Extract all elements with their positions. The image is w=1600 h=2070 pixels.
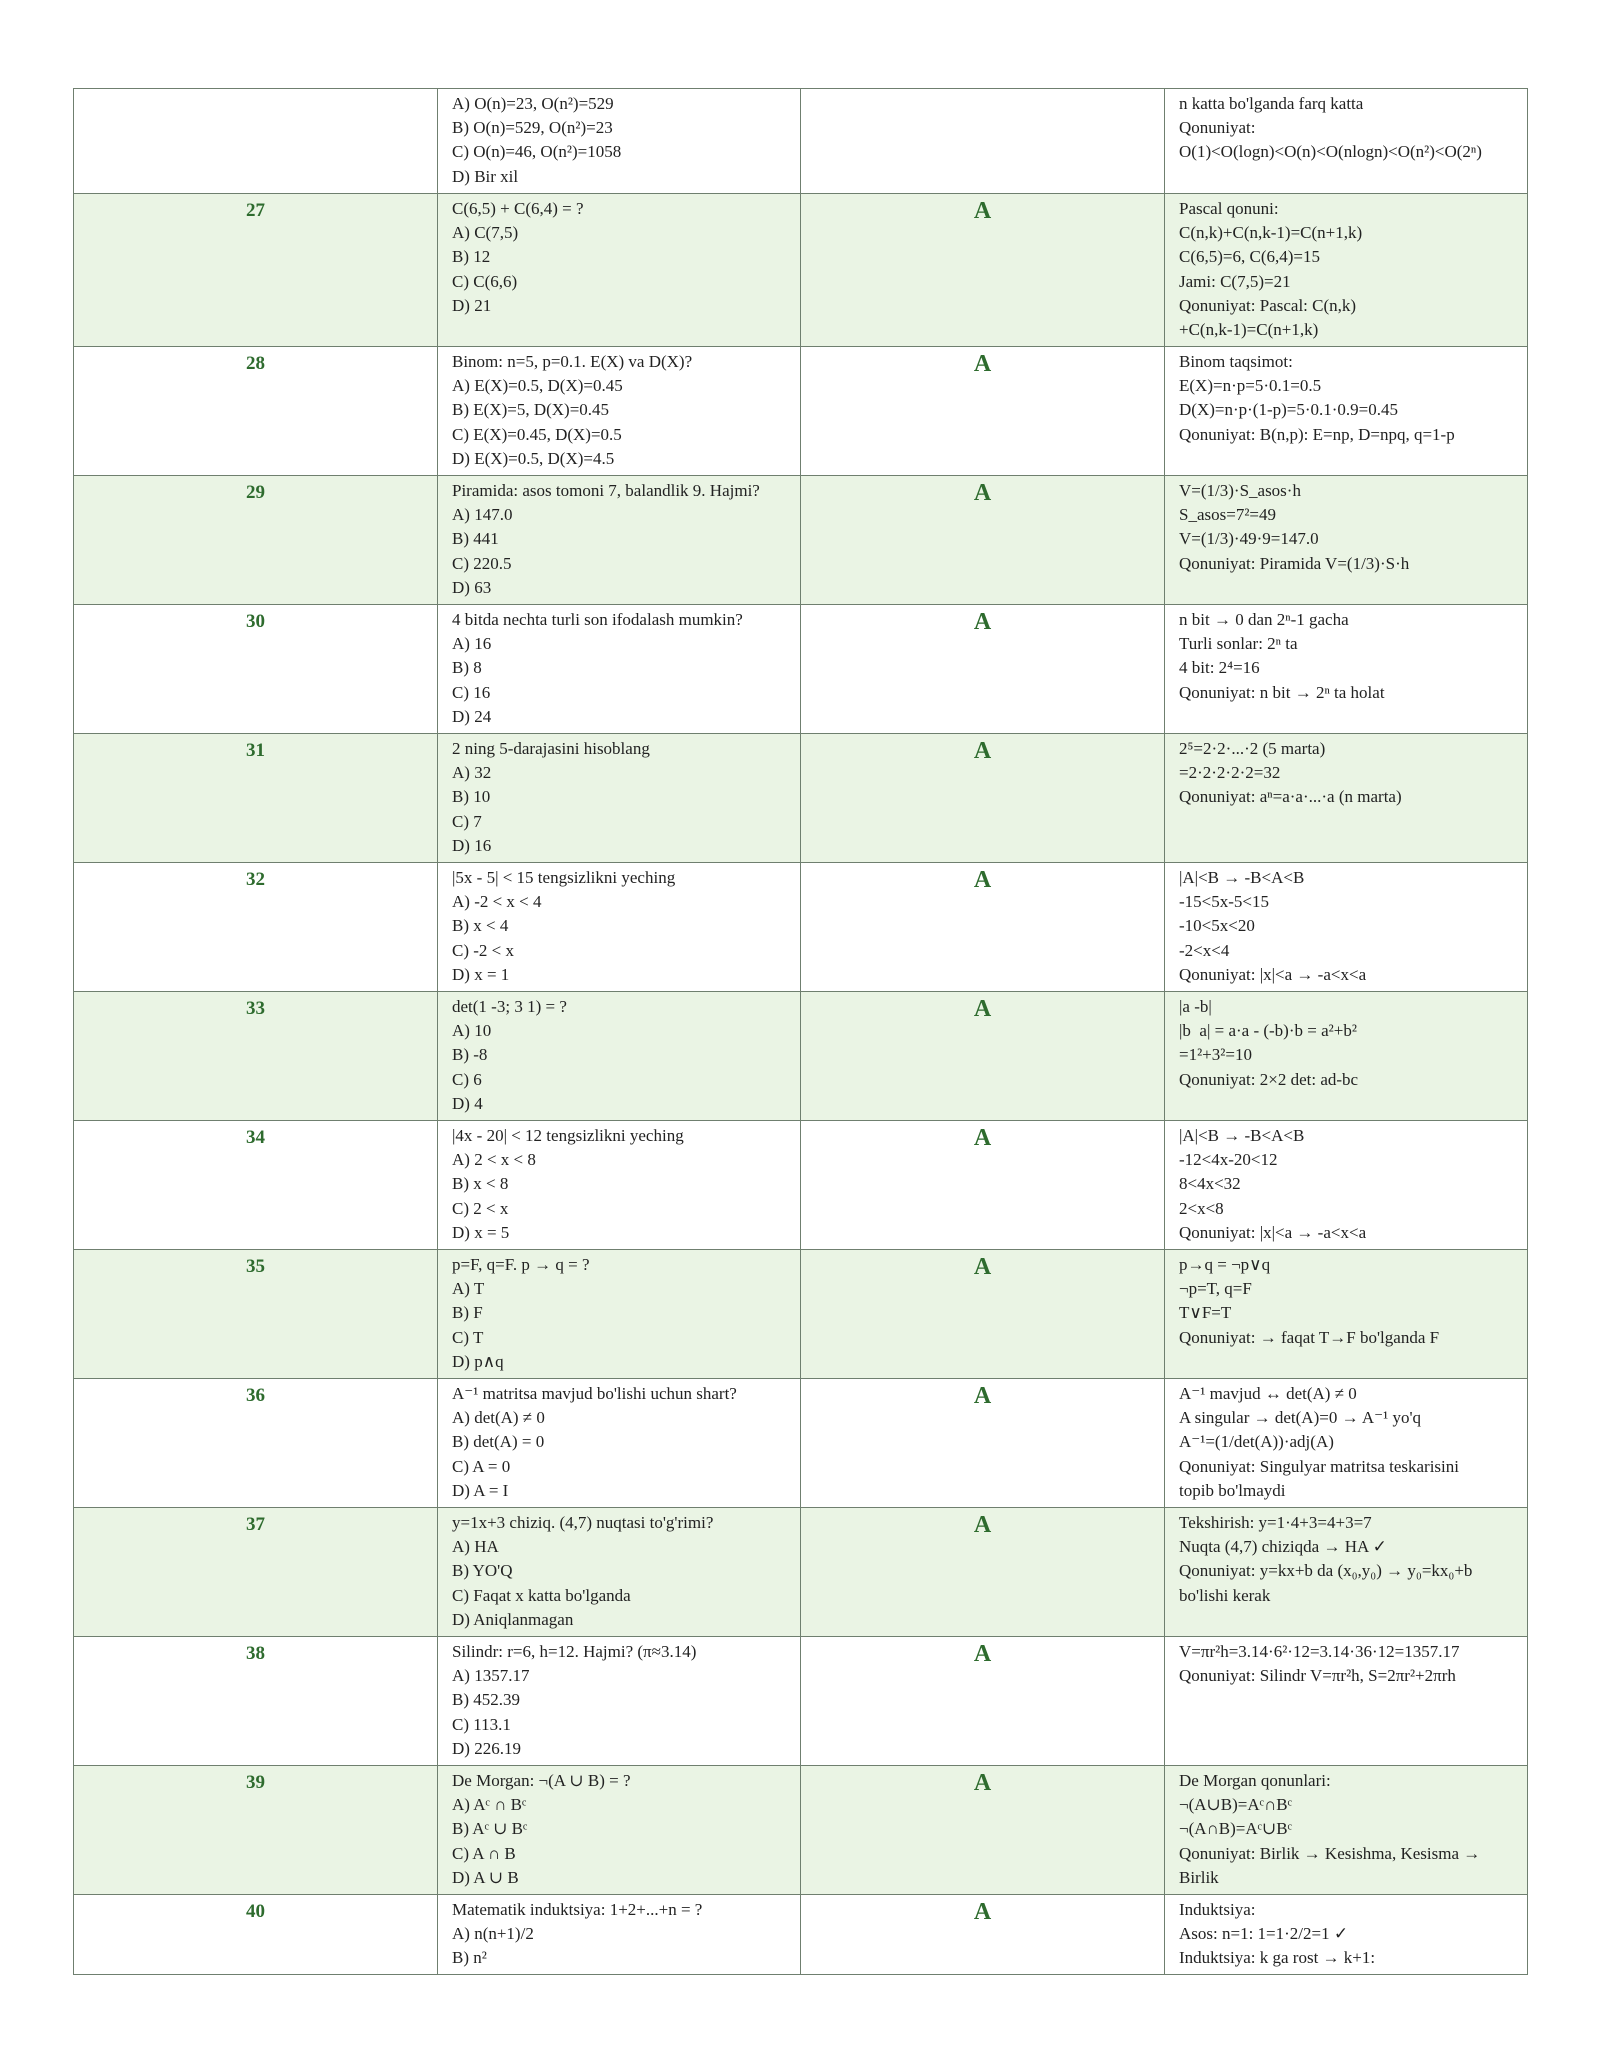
answer-option: C) O(n)=46, O(n²)=1058 [452, 142, 622, 162]
question-number: 27 [74, 194, 438, 347]
question-number: 33 [74, 992, 438, 1121]
answer-option: B) -8 [452, 1045, 488, 1065]
explanation-line: D(X)=n·p·(1-p)=5·0.1·0.9=0.45 [1179, 400, 1399, 420]
answer-option: C) 6 [452, 1069, 482, 1089]
answer-option: D) Aniqlanmagan [452, 1609, 574, 1629]
explanation-line: S_asos=7²=49 [1179, 505, 1277, 525]
question-text: C(6,5) + C(6,4) = ? [452, 199, 584, 218]
table-row [74, 1379, 1528, 1508]
explanation-line: Qonuniyat: Pascal: C(n,k) [1179, 295, 1357, 315]
explanation-line: Qonuniyat: [1179, 118, 1256, 138]
explanation-line: Asos: n=1: 1=1·2/2=1 ✓ [1179, 1924, 1349, 1944]
explanation-line: Qonuniyat: Birlik → Kesishma, Kesisma → [1179, 1843, 1481, 1863]
table-row [74, 89, 1528, 194]
explanation-line: A singular → det(A)=0 → A⁻¹ yo'q [1179, 1408, 1422, 1428]
answer-option: D) A = I [452, 1480, 509, 1500]
answer-option: B) F [452, 1303, 483, 1323]
explanation-cell [1165, 347, 1528, 476]
explanation-line: Qonuniyat: |x|<a → -a<x<a [1179, 964, 1367, 984]
answer-option: C) T [452, 1327, 484, 1347]
table-row [74, 1895, 1528, 1975]
explanation-cell [1165, 1508, 1528, 1637]
table-row [74, 1121, 1528, 1250]
table-row [74, 194, 1528, 347]
question-text: De Morgan: ¬(A ∪ B) = ? [452, 1771, 631, 1790]
answer-option: D) A ∪ B [452, 1867, 519, 1887]
questions-table [73, 88, 1528, 1975]
answer-option: C) C(6,6) [452, 271, 518, 291]
question-cell [438, 1766, 801, 1895]
explanation-line: -15<5x-5<15 [1179, 892, 1269, 912]
explanation-line: Qonuniyat: → faqat T→F bo'lganda F [1179, 1327, 1440, 1347]
explanation-line: 8<4x<32 [1179, 1174, 1241, 1194]
question-text: A⁻¹ matritsa mavjud bo'lishi uchun shart? [452, 1384, 737, 1403]
explanation-cell [1165, 194, 1528, 347]
explanation-line: n katta bo'lganda farq katta [1179, 94, 1364, 113]
question-cell [438, 863, 801, 992]
table-row [74, 863, 1528, 992]
answer-option: B) 12 [452, 247, 491, 267]
explanation-line: Qonuniyat: 2×2 det: ad-bc [1179, 1069, 1359, 1089]
question-number: 38 [74, 1637, 438, 1766]
explanation-cell [1165, 1250, 1528, 1379]
correct-answer: A [801, 734, 1165, 863]
question-number: 39 [74, 1766, 438, 1895]
explanation-cell [1165, 605, 1528, 734]
question-text: y=1x+3 chiziq. (4,7) nuqtasi to'g'rimi? [452, 1513, 714, 1532]
correct-answer: A [801, 605, 1165, 734]
question-number: 32 [74, 863, 438, 992]
answer-option: B) O(n)=529, O(n²)=23 [452, 118, 613, 138]
correct-answer: A [801, 863, 1165, 992]
questions-table-body [74, 89, 1528, 1975]
answer-option: C) 113.1 [452, 1714, 511, 1734]
answer-option: D) x = 5 [452, 1222, 510, 1242]
explanation-line: 2<x<8 [1179, 1198, 1224, 1218]
correct-answer: A [801, 347, 1165, 476]
answer-option: B) E(X)=5, D(X)=0.45 [452, 400, 610, 420]
explanation-line: 4 bit: 2⁴=16 [1179, 658, 1260, 678]
answer-option: A) HA [452, 1537, 499, 1557]
answer-option: D) E(X)=0.5, D(X)=4.5 [452, 448, 615, 468]
answer-option: D) 226.19 [452, 1738, 521, 1758]
explanation-line: De Morgan qonunlari: [1179, 1771, 1331, 1790]
explanation-line: V=(1/3)·S_asos·h [1179, 481, 1301, 500]
explanation-cell [1165, 992, 1528, 1121]
explanation-cell [1165, 1637, 1528, 1766]
explanation-line: V=(1/3)·49·9=147.0 [1179, 529, 1319, 549]
answer-option: A) n(n+1)/2 [452, 1924, 534, 1944]
answer-option: D) 24 [452, 706, 492, 726]
correct-answer [801, 89, 1165, 194]
explanation-line: Qonuniyat: Piramida V=(1/3)·S·h [1179, 553, 1410, 573]
correct-answer: A [801, 1637, 1165, 1766]
answer-option: D) p∧q [452, 1351, 504, 1371]
explanation-line: Birlik [1179, 1867, 1219, 1887]
table-row [74, 1766, 1528, 1895]
explanation-line: -10<5x<20 [1179, 916, 1255, 936]
explanation-line: A⁻¹ mavjud ↔ det(A) ≠ 0 [1179, 1384, 1357, 1403]
table-row [74, 476, 1528, 605]
explanation-line: p→q = ¬p∨q [1179, 1255, 1271, 1274]
explanation-cell [1165, 1379, 1528, 1508]
question-cell [438, 1508, 801, 1637]
explanation-cell [1165, 1895, 1528, 1975]
question-number: 35 [74, 1250, 438, 1379]
question-cell [438, 1895, 801, 1975]
question-number: 36 [74, 1379, 438, 1508]
correct-answer: A [801, 1766, 1165, 1895]
answer-option: C) A = 0 [452, 1456, 511, 1476]
answer-option: A) 10 [452, 1021, 492, 1041]
explanation-line: Qonuniyat: aⁿ=a·a·...·a (n marta) [1179, 787, 1402, 807]
answer-option: B) Aᶜ ∪ Bᶜ [452, 1819, 528, 1839]
explanation-line: +C(n,k-1)=C(n+1,k) [1179, 320, 1319, 340]
explanation-line: Induktsiya: [1179, 1900, 1256, 1919]
answer-option: C) 7 [452, 811, 482, 831]
explanation-cell [1165, 476, 1528, 605]
explanation-line: V=πr²h=3.14·6²·12=3.14·36·12=1357.17 [1179, 1642, 1460, 1661]
correct-answer: A [801, 1250, 1165, 1379]
explanation-line: E(X)=n·p=5·0.1=0.5 [1179, 376, 1322, 396]
correct-answer: A [801, 1895, 1165, 1975]
explanation-line: O(1)<O(logn)<O(n)<O(nlogn)<O(n²)<O(2ⁿ) [1179, 142, 1482, 162]
question-text: Matematik induktsiya: 1+2+...+n = ? [452, 1900, 703, 1919]
answer-option: D) 63 [452, 577, 492, 597]
answer-option: C) 2 < x [452, 1198, 509, 1218]
answer-option: A) 32 [452, 763, 492, 783]
answer-option: A) C(7,5) [452, 223, 519, 243]
answer-option: D) x = 1 [452, 964, 510, 984]
answer-option: C) A ∩ B [452, 1843, 516, 1863]
explanation-line: 2⁵=2·2·...·2 (5 marta) [1179, 739, 1326, 758]
answer-option: A) 16 [452, 634, 492, 654]
question-text: |5x - 5| < 15 tengsizlikni yeching [452, 868, 676, 887]
correct-answer: A [801, 194, 1165, 347]
explanation-cell [1165, 734, 1528, 863]
question-number: 28 [74, 347, 438, 476]
answer-option: D) 16 [452, 835, 492, 855]
answer-option: B) n² [452, 1948, 487, 1968]
question-cell [438, 89, 801, 194]
table-row [74, 1508, 1528, 1637]
explanation-line: Jami: C(7,5)=21 [1179, 271, 1291, 291]
question-text: |4x - 20| < 12 tengsizlikni yeching [452, 1126, 684, 1145]
answer-option: B) 10 [452, 787, 491, 807]
answer-option: B) 8 [452, 658, 482, 678]
question-number: 34 [74, 1121, 438, 1250]
explanation-line: ¬(A∩B)=Aᶜ∪Bᶜ [1179, 1819, 1292, 1839]
question-cell [438, 1250, 801, 1379]
explanation-line: |A|<B → -B<A<B [1179, 868, 1305, 887]
explanation-line: ¬p=T, q=F [1179, 1279, 1252, 1299]
correct-answer: A [801, 1121, 1165, 1250]
explanation-line: Induktsiya: k ga rost → k+1: [1179, 1948, 1376, 1968]
table-row [74, 1637, 1528, 1766]
explanation-line: Qonuniyat: y=kx+b da (x₀,y₀) → y₀=kx₀+b [1179, 1561, 1473, 1581]
answer-option: D) 21 [452, 295, 492, 315]
answer-option: C) -2 < x [452, 940, 514, 960]
answer-option: B) 452.39 [452, 1690, 520, 1710]
explanation-line: n bit → 0 dan 2ⁿ-1 gacha [1179, 610, 1349, 629]
explanation-line: C(n,k)+C(n,k-1)=C(n+1,k) [1179, 223, 1363, 243]
explanation-line: C(6,5)=6, C(6,4)=15 [1179, 247, 1320, 267]
explanation-line: Binom taqsimot: [1179, 352, 1293, 371]
explanation-line: Turli sonlar: 2ⁿ ta [1179, 634, 1298, 654]
explanation-line: |a -b| [1179, 997, 1212, 1016]
question-text: det(1 -3; 3 1) = ? [452, 997, 567, 1016]
answer-option: C) 16 [452, 682, 491, 702]
answer-option: A) Aᶜ ∩ Bᶜ [452, 1795, 527, 1815]
answer-option: C) E(X)=0.45, D(X)=0.5 [452, 424, 622, 444]
explanation-line: Qonuniyat: Silindr V=πr²h, S=2πr²+2πrh [1179, 1666, 1456, 1686]
question-cell [438, 1379, 801, 1508]
answer-option: D) Bir xil [452, 166, 519, 186]
question-cell [438, 347, 801, 476]
answer-option: A) E(X)=0.5, D(X)=0.45 [452, 376, 623, 396]
explanation-line: =1²+3²=10 [1179, 1045, 1252, 1065]
correct-answer: A [801, 1379, 1165, 1508]
explanation-cell [1165, 1121, 1528, 1250]
answer-option: A) 147.0 [452, 505, 513, 525]
question-cell [438, 476, 801, 605]
question-text: Silindr: r=6, h=12. Hajmi? (π≈3.14) [452, 1642, 697, 1661]
question-cell [438, 1637, 801, 1766]
question-cell [438, 734, 801, 863]
explanation-line: Qonuniyat: Singulyar matritsa teskarisini [1179, 1456, 1459, 1476]
explanation-line: -2<x<4 [1179, 940, 1230, 960]
table-row [74, 1250, 1528, 1379]
question-number: 37 [74, 1508, 438, 1637]
correct-answer: A [801, 476, 1165, 605]
answer-option: A) 2 < x < 8 [452, 1150, 536, 1170]
table-row [74, 734, 1528, 863]
explanation-line: A⁻¹=(1/det(A))·adj(A) [1179, 1432, 1334, 1452]
answer-option: D) 4 [452, 1093, 483, 1113]
question-number: 40 [74, 1895, 438, 1975]
table-row [74, 605, 1528, 734]
answer-option: A) T [452, 1279, 485, 1299]
explanation-line: =2·2·2·2·2=32 [1179, 763, 1281, 783]
explanation-line: topib bo'lmaydi [1179, 1480, 1286, 1500]
explanation-line: Nuqta (4,7) chiziqda → HA ✓ [1179, 1537, 1387, 1557]
table-row [74, 347, 1528, 476]
question-cell [438, 992, 801, 1121]
explanation-cell [1165, 863, 1528, 992]
question-text: Binom: n=5, p=0.1. E(X) va D(X)? [452, 352, 693, 371]
explanation-line: bo'lishi kerak [1179, 1585, 1271, 1605]
question-text: p=F, q=F. p → q = ? [452, 1255, 590, 1274]
question-text: 4 bitda nechta turli son ifodalash mumkin? [452, 610, 743, 629]
answer-option: C) 220.5 [452, 553, 512, 573]
answer-option: A) 1357.17 [452, 1666, 530, 1686]
answer-option: A) -2 < x < 4 [452, 892, 542, 912]
question-cell [438, 194, 801, 347]
answer-option: A) det(A) ≠ 0 [452, 1408, 545, 1428]
explanation-line: Pascal qonuni: [1179, 199, 1279, 218]
answer-option: C) Faqat x katta bo'lganda [452, 1585, 631, 1605]
explanation-line: |b a| = a·a - (-b)·b = a²+b² [1179, 1021, 1357, 1041]
answer-option: B) x < 8 [452, 1174, 509, 1194]
explanation-line: |A|<B → -B<A<B [1179, 1126, 1305, 1145]
correct-answer: A [801, 992, 1165, 1121]
explanation-line: Qonuniyat: |x|<a → -a<x<a [1179, 1222, 1367, 1242]
question-number: 29 [74, 476, 438, 605]
question-text: Piramida: asos tomoni 7, balandlik 9. Hajmi? [452, 481, 760, 500]
correct-answer: A [801, 1508, 1165, 1637]
answer-option: B) det(A) = 0 [452, 1432, 545, 1452]
explanation-cell [1165, 1766, 1528, 1895]
question-number: 31 [74, 734, 438, 863]
explanation-line: Qonuniyat: B(n,p): E=np, D=npq, q=1-p [1179, 424, 1455, 444]
explanation-line: Qonuniyat: n bit → 2ⁿ ta holat [1179, 682, 1385, 702]
explanation-line: Tekshirish: y=1·4+3=4+3=7 [1179, 1513, 1372, 1532]
explanation-cell [1165, 89, 1528, 194]
question-number [74, 89, 438, 194]
explanation-line: -12<4x-20<12 [1179, 1150, 1278, 1170]
question-number: 30 [74, 605, 438, 734]
question-cell [438, 1121, 801, 1250]
answer-option: B) YO'Q [452, 1561, 513, 1581]
table-row [74, 992, 1528, 1121]
answer-option: A) O(n)=23, O(n²)=529 [452, 94, 614, 113]
question-text: 2 ning 5-darajasini hisoblang [452, 739, 650, 758]
explanation-line: T∨F=T [1179, 1303, 1232, 1323]
question-cell [438, 605, 801, 734]
explanation-line: ¬(A∪B)=Aᶜ∩Bᶜ [1179, 1795, 1292, 1815]
answer-option: B) 441 [452, 529, 499, 549]
answer-option: B) x < 4 [452, 916, 509, 936]
